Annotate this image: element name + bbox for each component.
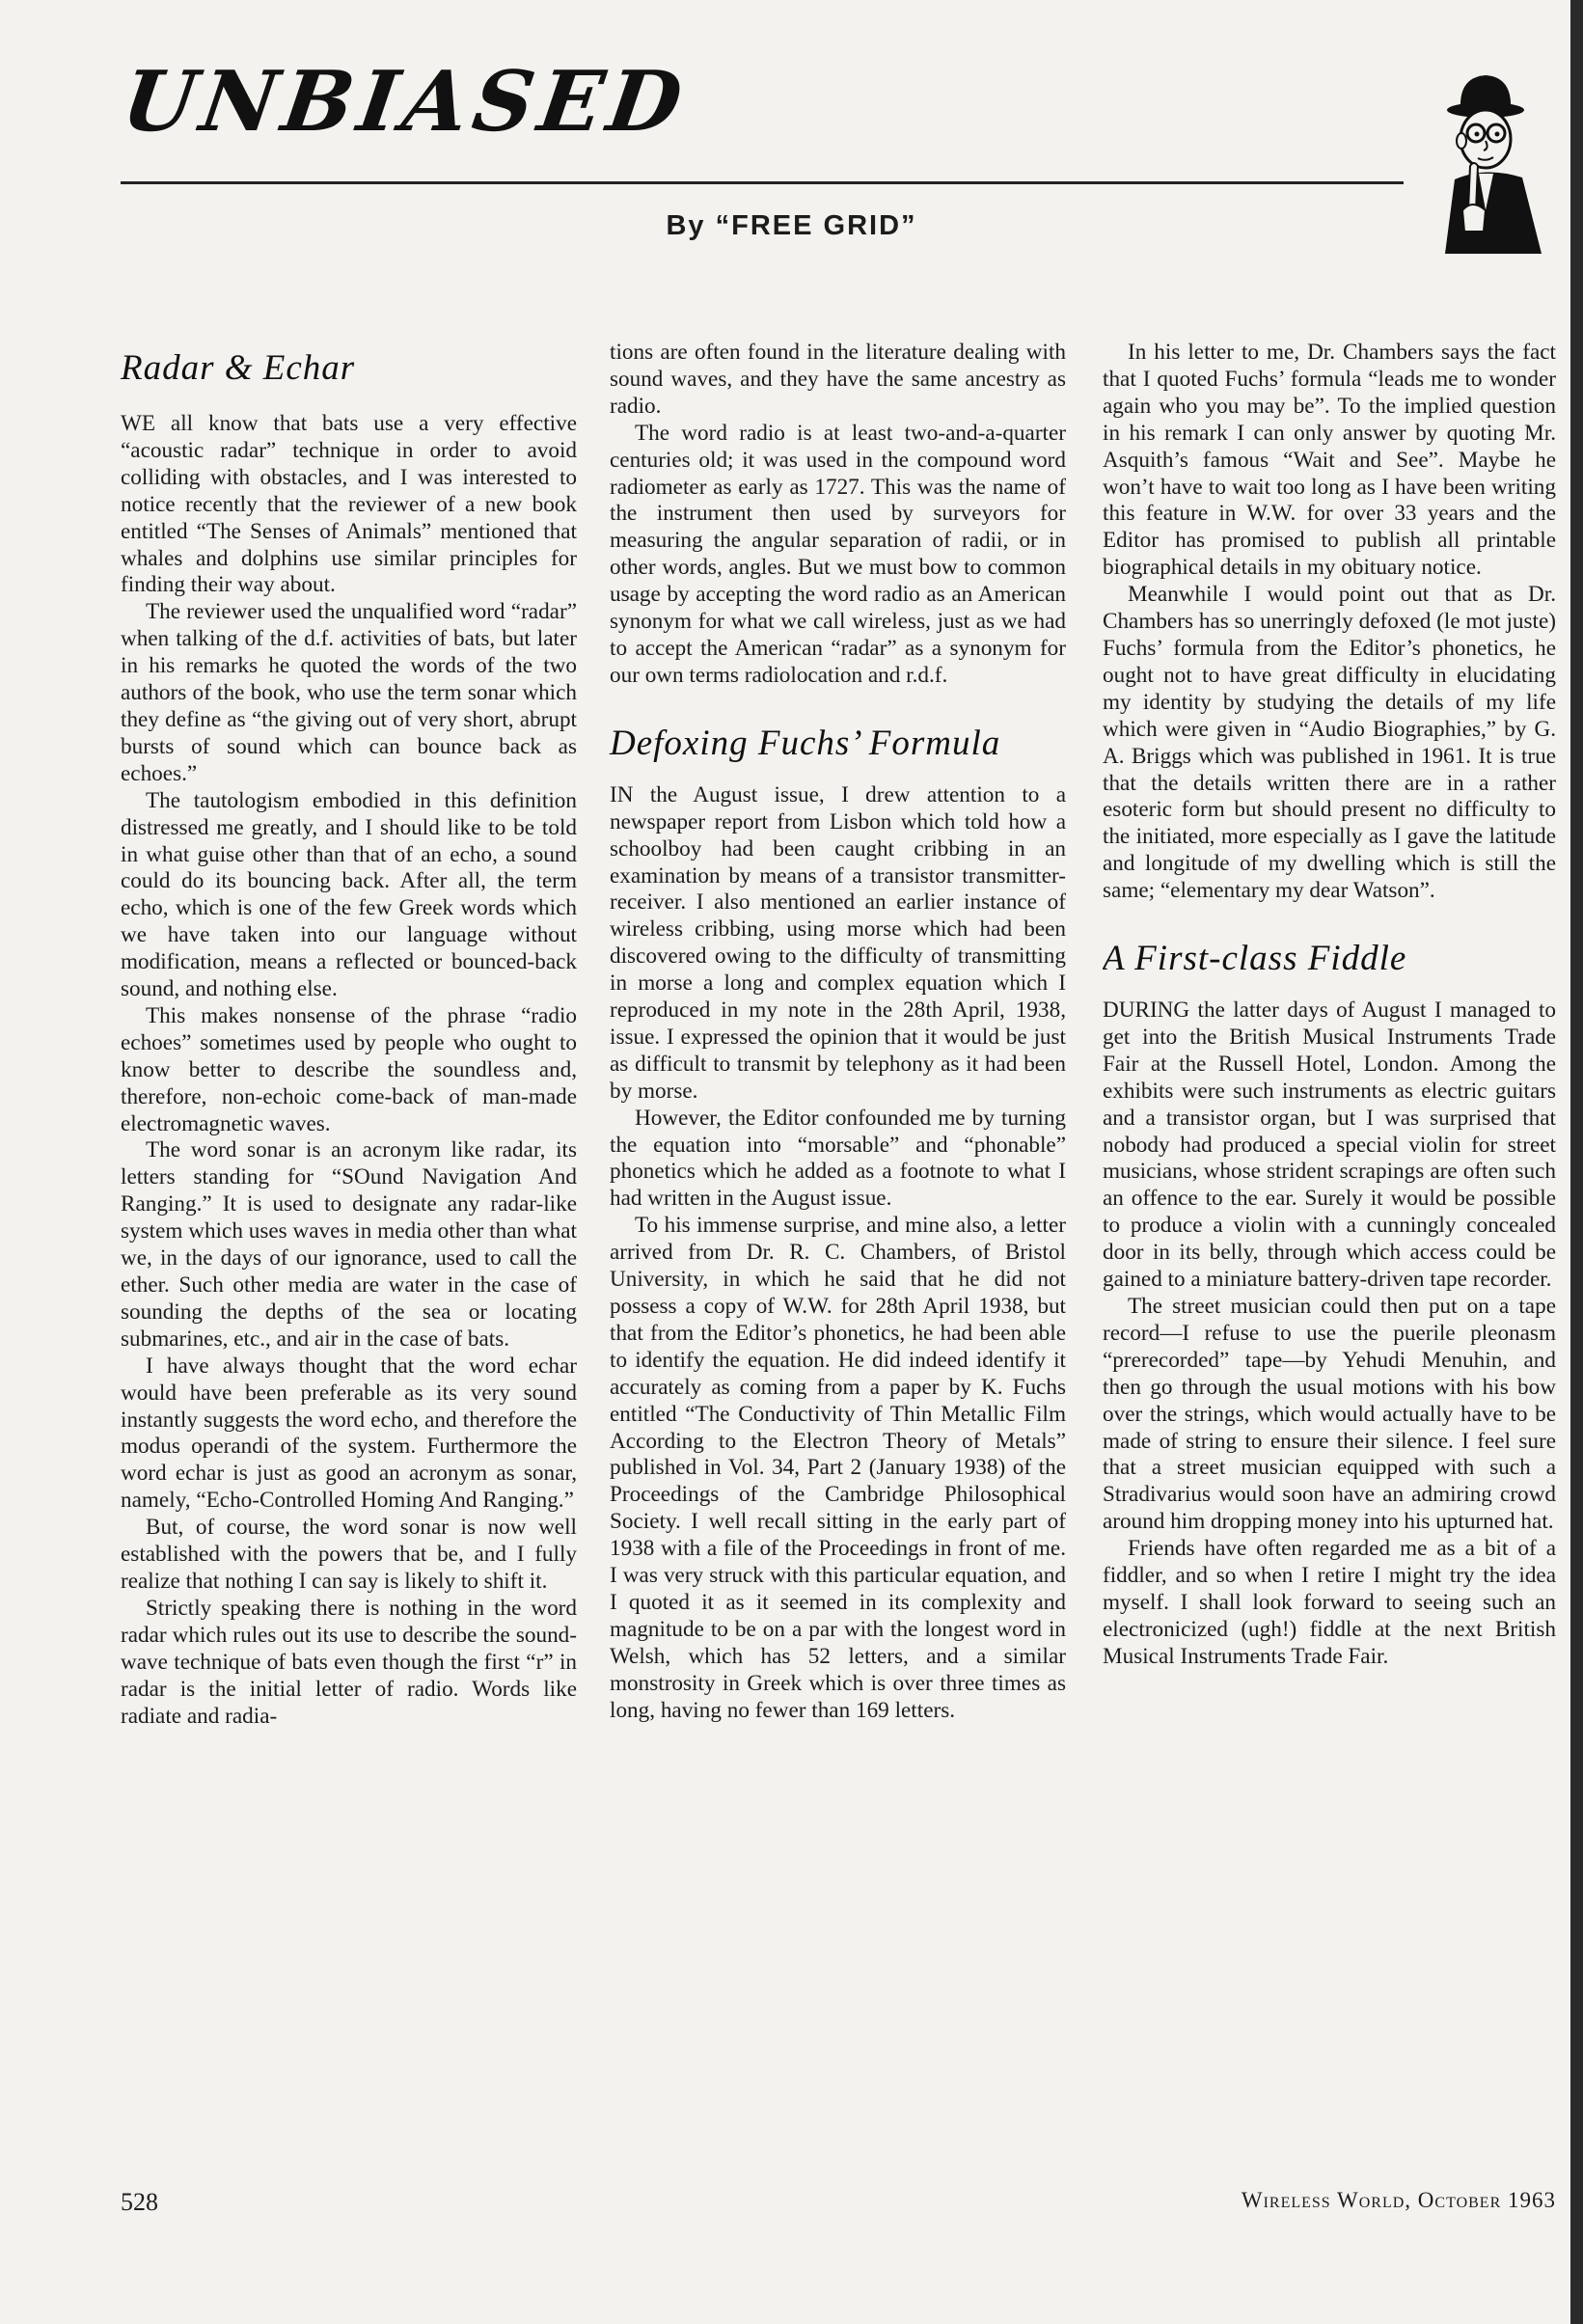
paragraph: The word radio is at least two-and-a-quarter centuries old; it was used in the compound word radiometer as early as 1727. This was the name of the instrument then used by surveyors for measuring the angular separation of radii, or in other words, angles. But we must bow to common usage by accepting the word radio as an American synonym for what we call wireless, just as we had to accept the American “radar” as a synonym for our own terms radiolocation and r.d.f. [610, 420, 1066, 688]
header-rule [121, 181, 1404, 184]
paragraph: This makes nonsense of the phrase “radio echoes” sometimes used by people who ought to know better to describe the soundless and, therefore, non-echoic come-back of man-made electromagnetic waves. [121, 1002, 577, 1136]
paragraph: Friends have often regarded me as a bit of a fiddler, and so when I retire I might try the idea myself. I shall look forward to seeing such an electronicized (ugh!) fiddle at the next British Musical Instruments Trade Fair. [1103, 1536, 1556, 1669]
publication-footer: Wireless World, October 1963 [1241, 2188, 1556, 2212]
paragraph: The street musician could then put on a tape record—I refuse to use the puerile pleonasm “prerecorded” tape—by Yehudi Menuhin, and then go through the usual motions with his bow over the strings, which would actually have to be made of string to ensure their silence. I feel sure that a street musician equipped with such a Stradivarius would soon have an admiring crowd around him dropping money into his upturned hat. [1103, 1294, 1556, 1535]
column-title: UNBIASED [116, 53, 694, 150]
section-heading-radar-echar: Radar & Echar [121, 348, 356, 388]
paragraph: Meanwhile I would point out that as Dr. Chambers has so unerringly defoxed (le mot juste) Fuchs’ formula from the Editor’s phonetics, he ought not to have great difficulty in elucidating my identity by studying the details of my life which were given in “Audio Biographies,” by G. A. Briggs which was published in 1961. It is true that the details written there are in a rather esoteric form but should present no difficulty to the initiated, more especially as I gave the latitude and longitude of my dwelling which is still the same; “elementary my dear Watson”. [1103, 582, 1556, 904]
paragraph: The reviewer used the unqualified word “radar” when talking of the d.f. activities of bats, but later in his remarks he quoted the words of the two authors of the book, who use the term sonar which they define as “the giving out of very short, abrupt bursts of sound which can bounce back as echoes.” [121, 599, 577, 786]
column-3 [1103, 340, 1556, 1671]
paragraph: Strictly speaking there is nothing in the word radar which rules out its use to describe the sound-wave technique of bats even though the first “r” in radar is the initial letter of radio. Words like radiate and radia- [121, 1595, 577, 1729]
page-number: 528 [121, 2188, 158, 2216]
section-heading-first-class-fiddle: A First-class Fiddle [1103, 939, 1407, 979]
paragraph: I have always thought that the word echar would have been preferable as its very sound instantly suggests the word echo, and therefore the modus operandi of the system. Furthermore the word echar is just as good an acronym as sonar, namely, “Echo-Controlled Homing And Ranging.” [121, 1353, 577, 1514]
paragraph: In his letter to me, Dr. Chambers says the fact that I quoted Fuchs’ formula “leads me to wonder again who you may be”. To the implied question in his remark I can only answer by quoting Mr. Asquith’s famous “Wait and See”. Maybe he won’t have to wait too long as I have been writing this feature in W.W. for over 33 years and the Editor has promised to publish all printable biographical details in my obituary notice. [1103, 340, 1556, 581]
column-2 [610, 340, 1066, 1725]
paragraph: DURING the latter days of August I managed to get into the British Musical Instruments Trade Fair at the Russell Hotel, London. Among the exhibits were such instruments as electric guitars and a transistor organ, but I was surprised that nobody had produced a special violin for street musicians, whose strident scrapings are often such an offence to the ear. Surely it would be possible to produce a violin with a cunningly concealed door in its belly, through which access could be gained to a miniature battery-driven tape recorder. [1103, 998, 1556, 1293]
paragraph: WE all know that bats use a very effective “acoustic radar” technique in order to avoid colliding with obstacles, and I was interested to notice recently that the reviewer of a new book entitled “The Senses of Animals” mentioned that whales and dolphins use similar principles for finding their way about. [121, 411, 577, 598]
paragraph: However, the Editor confounded me by turning the equation into “morsable” and “phonable” phonetics which he added as a footnote to what I had written in the August issue. [610, 1105, 1066, 1212]
paragraph: The word sonar is an acronym like radar, its letters standing for “SOund Navigation And Ranging.” It is used to designate any radar-like system which uses waves in media other than what we, in the days of our ignorance, used to call the ether. Such other media are water in the case of sounding the depths of the sea or locating submarines, etc., and air in the case of bats. [121, 1137, 577, 1352]
paragraph: IN the August issue, I drew attention to a newspaper report from Lisbon which told how a schoolboy had been caught cribbing in an examination by means of a transistor transmitter-receiver. I also mentioned an earlier instance of wireless cribbing, using morse which had been discovered owing to the difficulty of transmitting in morse a long and complex equation which I reproduced in my note in the 28th April, 1938, issue. I expressed the opinion that it would be just as difficult to transmit by telephony as it had been by morse. [610, 781, 1066, 1104]
paragraph: But, of course, the word sonar is now well established with the powers that be, and I fully realize that nothing I can say is likely to shift it. [121, 1515, 577, 1594]
section-heading-defoxing: Defoxing Fuchs’ Formula [610, 723, 1001, 763]
paragraph: To his immense surprise, and mine also, a letter arrived from Dr. R. C. Chambers, of Bristol University, in which he said that he did not possess a copy of W.W. for 28th April 1938, but that from the Editor’s phonetics, he had been able to identify the equation. He did indeed identify it accurately as coming from a paper by K. Fuchs entitled “The Conductivity of Thin Metallic Film According to the Electron Theory of Metals” published in Vol. 34, Part 2 (January 1938) of the Proceedings of the Cambridge Philosophical Society. I well recall sitting in the early part of 1938 with a file of the Proceedings in front of me. I was very struck with this particular equation, and I quoted it as it seemed in its complexity and magnitude to be on a par with the longest word in Welsh, which has 52 letters, and a similar monstrosity in Greek which is over three times as long, having no fewer than 169 letters. [610, 1213, 1066, 1723]
page-edge [1570, 0, 1583, 2324]
paragraph: tions are often found in the literature dealing with sound waves, and they have the same ancestry as radio. [610, 340, 1066, 419]
paragraph: The tautologism embodied in this definition distressed me greatly, and I should like to be told in what guise other than that of an echo, a sound could do its bouncing back. After all, the term echo, which is one of the few Greek words which we have taken into our language without modification, means a reflected or bounced-back sound, and nothing else. [121, 787, 577, 1002]
column-1 [121, 347, 577, 1730]
byline: By “FREE GRID” [666, 210, 917, 241]
